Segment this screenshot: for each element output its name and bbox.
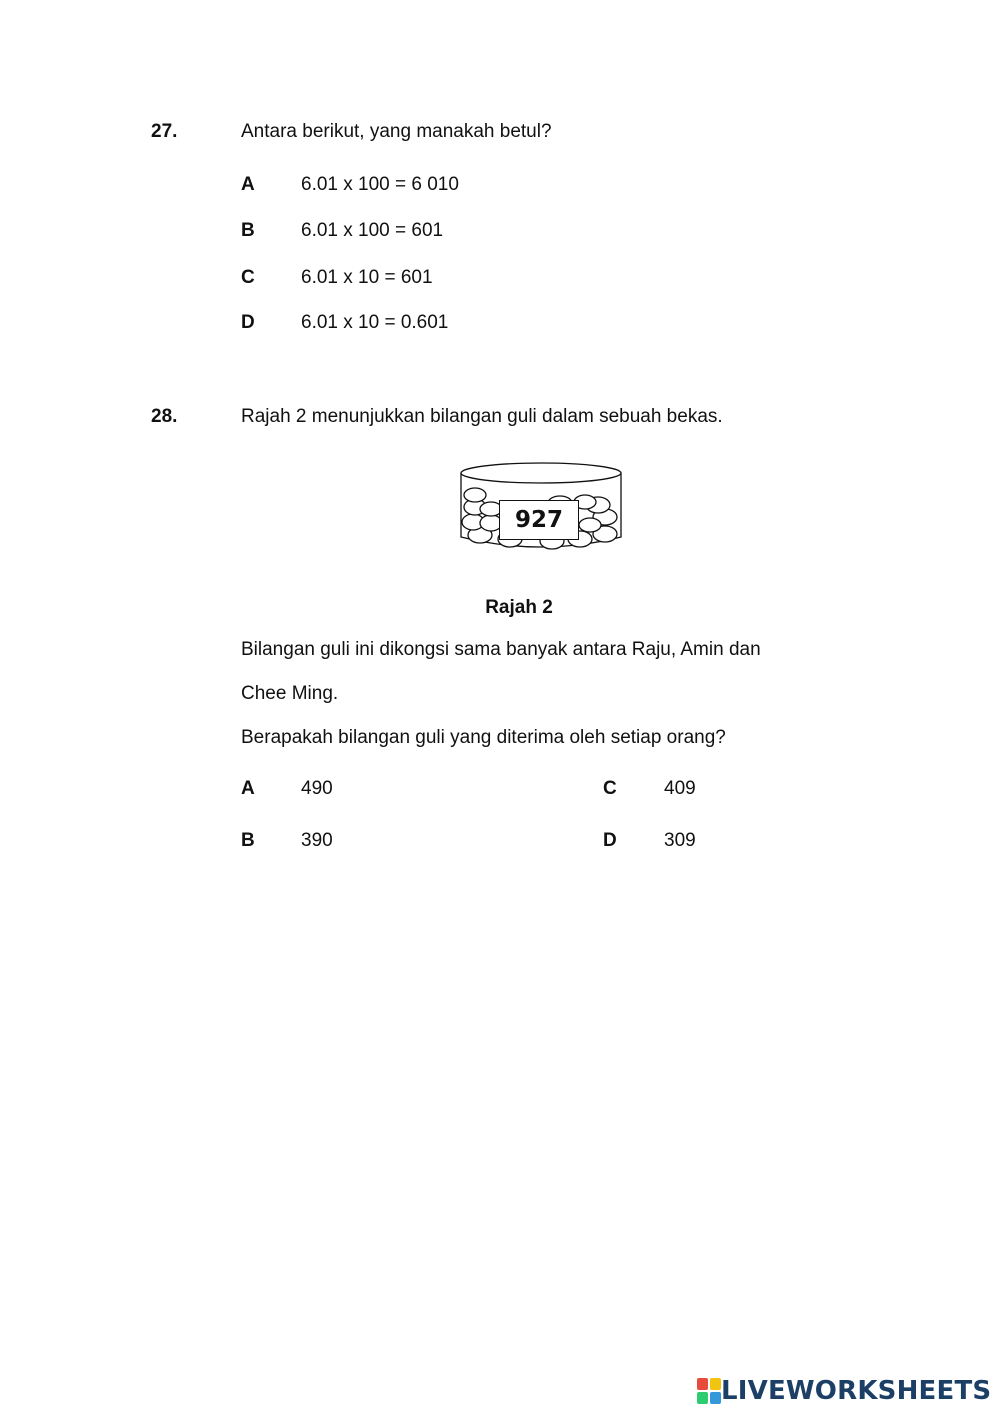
q27-option-c-letter[interactable]: C	[241, 267, 255, 288]
q27-option-d-text[interactable]: 6.01 x 10 = 0.601	[301, 312, 449, 333]
question-28-number: 28.	[151, 406, 178, 427]
q28-option-c-letter[interactable]: C	[603, 778, 617, 799]
liveworksheets-logo-icon	[697, 1378, 721, 1404]
liveworksheets-logo-text: LIVEWORKSHEETS	[721, 1376, 992, 1406]
q28-option-b-text[interactable]: 390	[301, 830, 333, 851]
q27-option-a-letter[interactable]: A	[241, 174, 255, 195]
q28-option-d-letter[interactable]: D	[603, 830, 617, 851]
question-27-number: 27.	[151, 121, 178, 142]
q28-option-a-text[interactable]: 490	[301, 778, 333, 799]
marble-count-label: 927	[499, 500, 579, 540]
q28-option-a-letter[interactable]: A	[241, 778, 255, 799]
question-27-text: Antara berikut, yang manakah betul?	[241, 121, 552, 142]
figure-caption: Rajah 2	[485, 597, 553, 618]
q27-option-a-text[interactable]: 6.01 x 100 = 6 010	[301, 174, 459, 195]
q28-option-c-text[interactable]: 409	[664, 778, 696, 799]
question-28-line-2: Chee Ming.	[241, 683, 339, 704]
q28-option-b-letter[interactable]: B	[241, 830, 255, 851]
liveworksheets-logo	[697, 1374, 991, 1408]
question-28-text: Rajah 2 menunjukkan bilangan guli dalam sebuah bekas.	[241, 406, 723, 427]
q28-option-d-text[interactable]: 309	[664, 830, 696, 851]
question-28-line-1: Bilangan guli ini dikongsi sama banyak antara Raju, Amin dan	[241, 639, 761, 660]
q27-option-b-letter[interactable]: B	[241, 220, 255, 241]
q27-option-c-text[interactable]: 6.01 x 10 = 601	[301, 267, 433, 288]
q27-option-b-text[interactable]: 6.01 x 100 = 601	[301, 220, 444, 241]
question-28-ask: Berapakah bilangan guli yang diterima oleh setiap orang?	[241, 727, 726, 748]
q27-option-d-letter[interactable]: D	[241, 312, 255, 333]
